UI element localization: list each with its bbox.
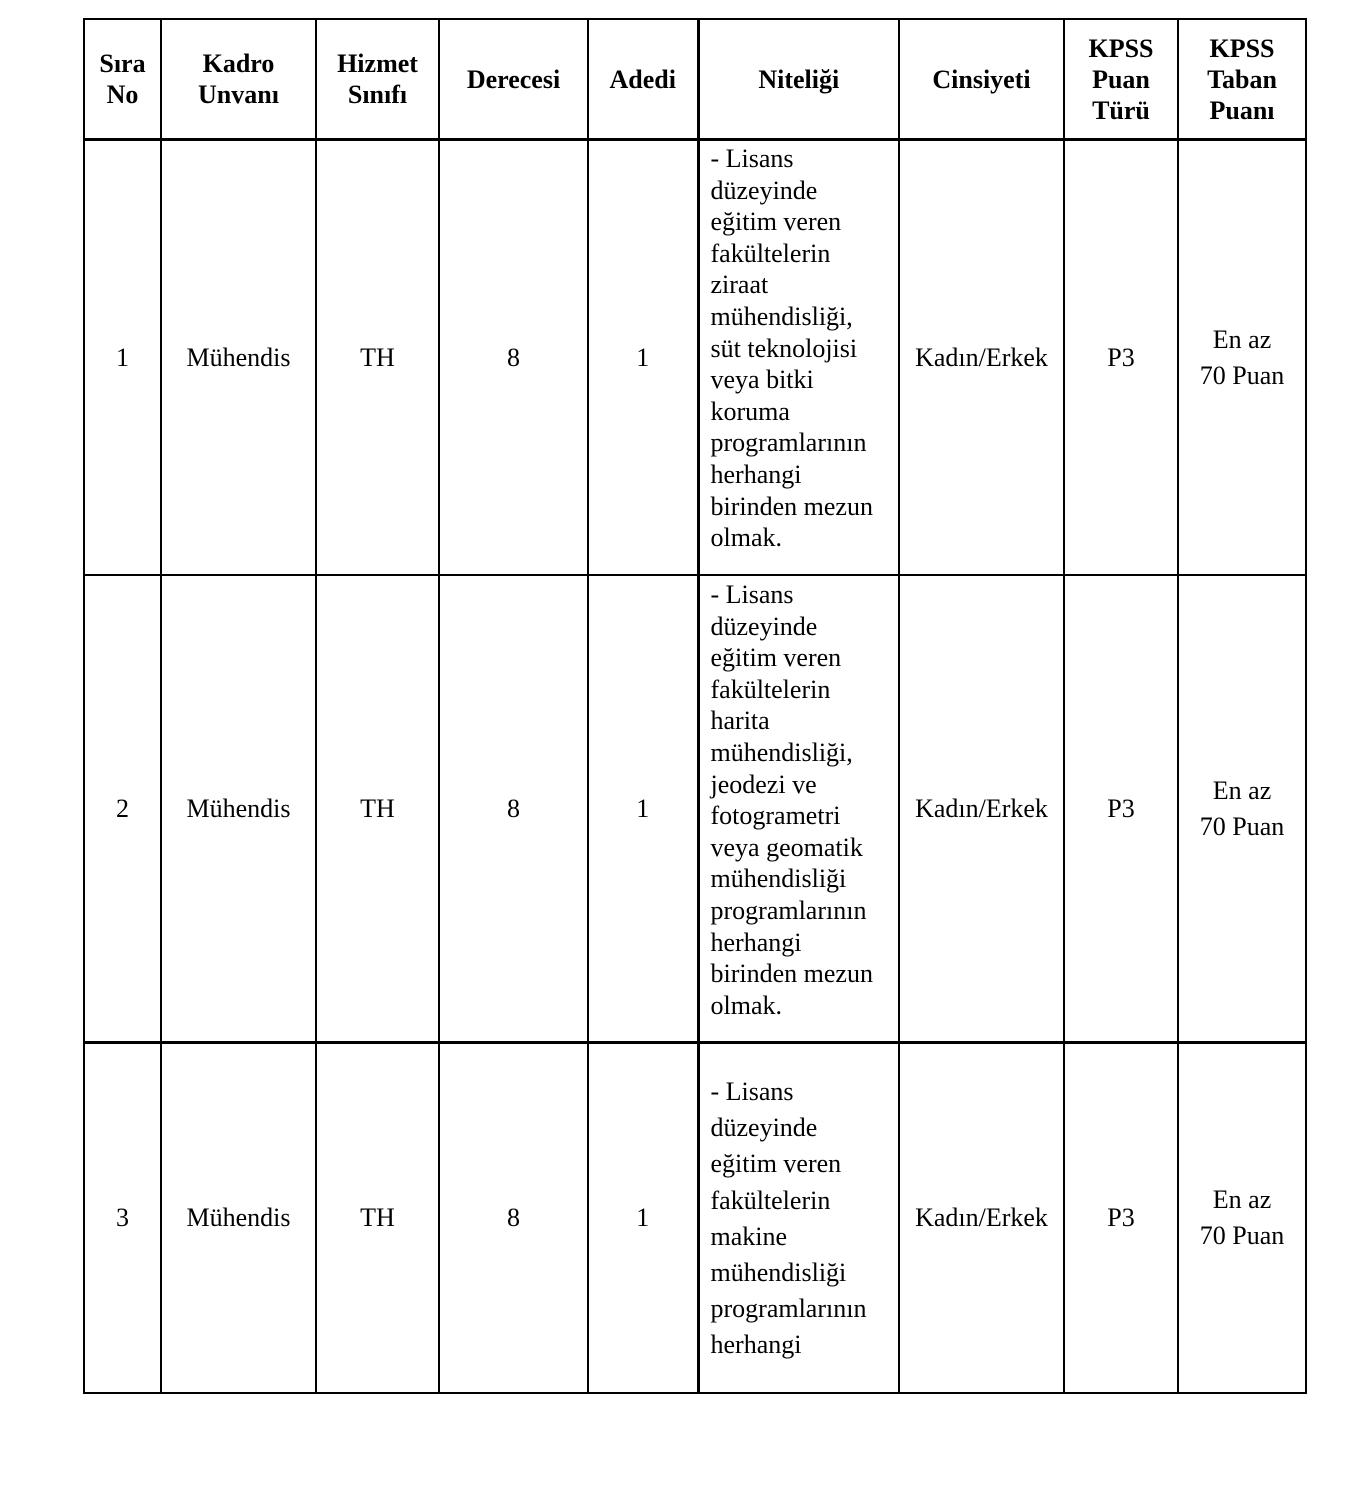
cell-cinsiyeti: Kadın/Erkek bbox=[899, 140, 1064, 576]
table-row bbox=[84, 575, 1306, 1043]
header-kpss-puan-turu: KPSS Puan Türü bbox=[1064, 19, 1178, 140]
cell-kpss-taban-puani bbox=[1178, 1043, 1306, 1394]
header-kpss-taban-puani: KPSS Taban Puanı bbox=[1178, 19, 1306, 140]
cell-kpss-taban-puani bbox=[1178, 575, 1306, 1043]
header-adedi: Adedi bbox=[588, 19, 698, 140]
cell-kpss-puan-turu: P3 bbox=[1064, 575, 1178, 1043]
cell-derecesi: 8 bbox=[439, 1043, 588, 1394]
cell-hizmet-sinifi: TH bbox=[316, 575, 439, 1043]
header-sira-no: Sıra No bbox=[84, 19, 161, 140]
table-row bbox=[84, 140, 1306, 576]
cell-niteligi bbox=[698, 1043, 899, 1394]
niteligi-text: - Lisans düzeyinde eğitim veren fakültelerin ziraat mühendisliği, süt teknolojisi veya bitki koruma programlarının herhangi birinden mezun olmak. bbox=[710, 144, 873, 553]
header-niteligi: Niteliği bbox=[698, 19, 899, 140]
header-hizmet-sinifi: Hizmet Sınıfı bbox=[316, 19, 439, 140]
niteligi-text: - Lisans düzeyinde eğitim veren fakültelerin makine mühendisliği programlarının herhangi bbox=[710, 1077, 867, 1360]
cell-sira-no: 2 bbox=[84, 575, 161, 1043]
taban-puani-text: En az 70 Puan bbox=[1199, 1185, 1285, 1250]
header-kadro-unvani: Kadro Unvanı bbox=[161, 19, 316, 140]
cell-hizmet-sinifi: TH bbox=[316, 1043, 439, 1394]
cell-sira-no: 1 bbox=[84, 140, 161, 576]
cell-niteligi bbox=[698, 140, 899, 576]
header-row bbox=[84, 19, 1306, 140]
cell-sira-no: 3 bbox=[84, 1043, 161, 1394]
cell-adedi: 1 bbox=[588, 140, 698, 576]
cell-niteligi bbox=[698, 575, 899, 1043]
taban-puani-text: En az 70 Puan bbox=[1199, 324, 1285, 390]
table-row bbox=[84, 1043, 1306, 1394]
cell-cinsiyeti: Kadın/Erkek bbox=[899, 1043, 1064, 1394]
cell-derecesi: 8 bbox=[439, 140, 588, 576]
header-derecesi: Derecesi bbox=[439, 19, 588, 140]
cell-hizmet-sinifi: TH bbox=[316, 140, 439, 576]
cell-kpss-taban-puani bbox=[1178, 140, 1306, 576]
table-header bbox=[84, 19, 1306, 140]
taban-puani-text: En az 70 Puan bbox=[1199, 775, 1285, 841]
cell-cinsiyeti: Kadın/Erkek bbox=[899, 575, 1064, 1043]
table-body bbox=[84, 140, 1306, 1394]
cell-kadro-unvani: Mühendis bbox=[161, 1043, 316, 1394]
cell-adedi: 1 bbox=[588, 575, 698, 1043]
cell-kadro-unvani: Mühendis bbox=[161, 575, 316, 1043]
cell-adedi: 1 bbox=[588, 1043, 698, 1394]
cell-kpss-puan-turu: P3 bbox=[1064, 1043, 1178, 1394]
staff-positions-table bbox=[83, 18, 1307, 1394]
niteligi-text: - Lisans düzeyinde eğitim veren fakültelerin harita mühendisliği, jeodezi ve fotogrametri veya geomatik mühendisliği programlarının herhangi birinden mezun olmak. bbox=[710, 580, 873, 1020]
cell-derecesi: 8 bbox=[439, 575, 588, 1043]
header-cinsiyeti: Cinsiyeti bbox=[899, 19, 1064, 140]
cell-kadro-unvani: Mühendis bbox=[161, 140, 316, 576]
cell-kpss-puan-turu: P3 bbox=[1064, 140, 1178, 576]
